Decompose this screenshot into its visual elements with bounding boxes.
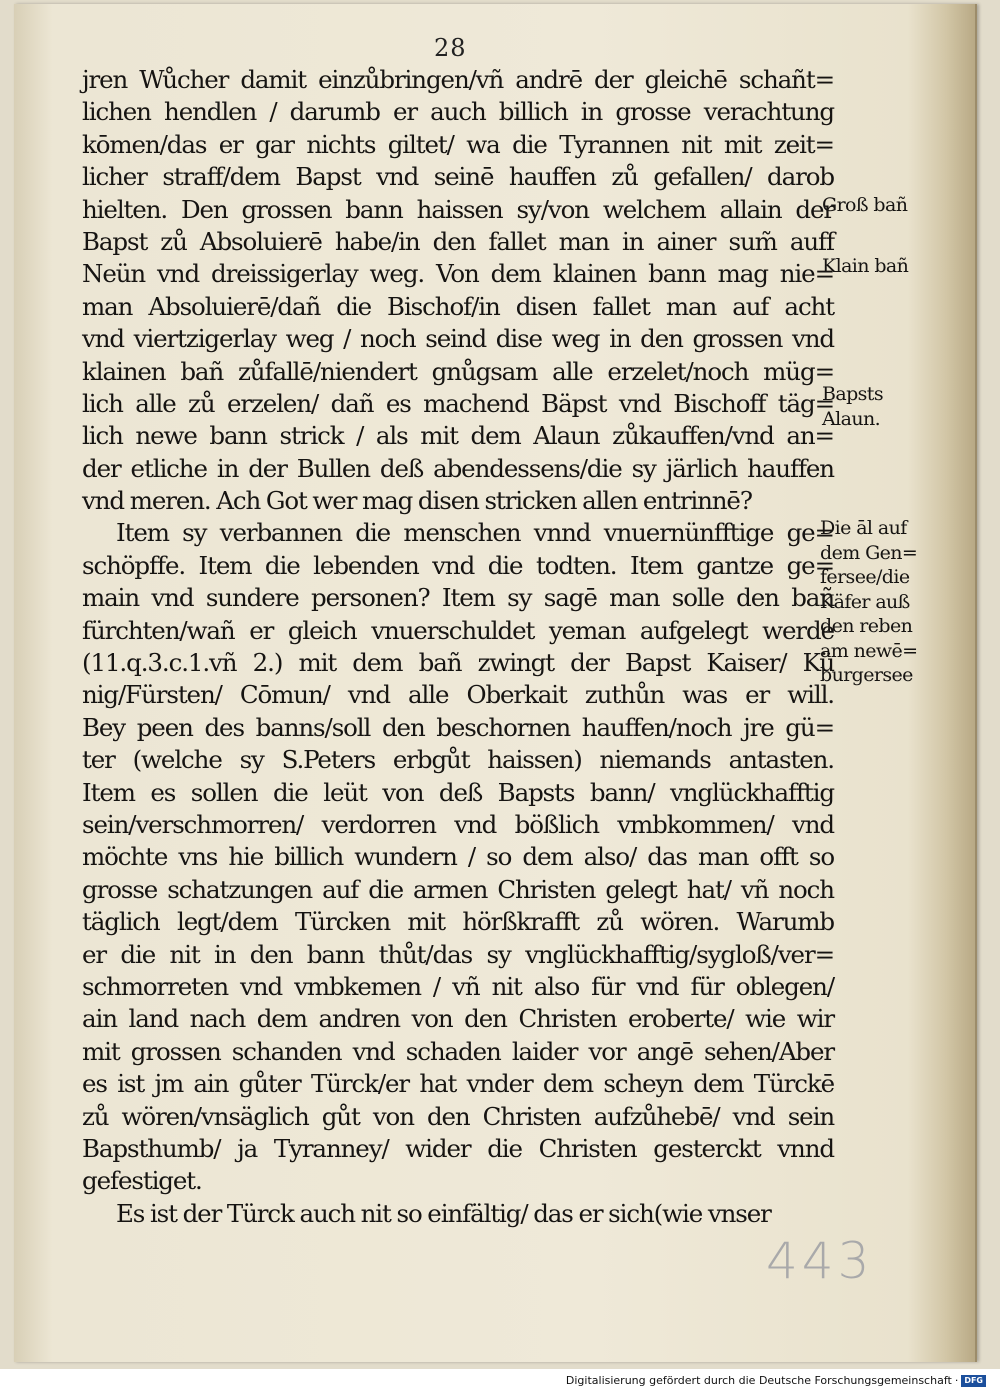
text-line: ain land nach dem andren von den Christen eroberte/ wie wir <box>82 1004 834 1034</box>
marginal-note-gross-bann <box>822 193 907 218</box>
marginal-line: Alaun. <box>822 407 881 430</box>
text-line: zů wören/vnsäglich gůt von den Christen aufzůhebē/ vnd sein <box>82 1101 834 1131</box>
text-line: (11.q.3.c.1.vñ 2.) mit dem bañ zwingt der Bapst Kaiser/ Kü <box>82 648 834 678</box>
text-line: Bapst zů Absoluierē habe/in den fallet man in ainer sum̃ auff <box>82 226 834 256</box>
text-line: lich alle zů erzelen/ dañ es machend Bäpst vnd Bischoff täg= <box>82 388 834 418</box>
marginal-line: den reben <box>820 615 913 637</box>
text-line: er die nit in den bann thůt/das sy vnglückhafftig/sygloß/ver= <box>82 939 834 969</box>
text-line: main vnd sundere personen? Item sy sagē man solle den bañ <box>82 583 834 613</box>
text-line: fürchten/wañ er gleich vnuerschuldet yeman aufgelegt werde <box>82 615 834 645</box>
text-line: es ist jm ain gůter Türck/er hat vnder dem scheyn dem Türckē <box>82 1069 834 1099</box>
pencil-folio-number: 443 <box>766 1232 874 1290</box>
marginal-line: am newē= <box>820 639 918 662</box>
page-number: 28 <box>434 34 467 62</box>
text-line: mit grossen schanden vnd schaden laider vor angē sehen/Aber <box>82 1036 834 1066</box>
marginal-line: dem Gen= <box>820 541 918 564</box>
marginal-line: Käfer auß <box>820 590 910 613</box>
text-line: vnd viertzigerlay weg / noch seind dise weg in den grossen vnd <box>82 324 834 354</box>
text-line: jren Wůcher damit einzůbringen/vñ andrē der gleichē schañt= <box>82 65 834 94</box>
text-line: sein/verschmorren/ verdorren vnd bößlich vmbkommen/ vnd <box>82 809 834 839</box>
text-line: gefestiget. <box>82 1166 202 1196</box>
marginal-line: Groß bañ <box>822 194 908 216</box>
text-line: Item es sollen die leüt von deß Bapsts bann/ vnglückhafftig <box>82 777 834 807</box>
text-line: der etliche in der Bullen deß abendessens/die sy järlich hauffen <box>82 453 834 483</box>
body-text <box>82 64 834 1230</box>
marginal-note-bapsts-alaun <box>822 382 883 431</box>
text-line: schmorreten vnd vmbkemen / vñ nit also für vnd für oblegen/ <box>82 971 834 1001</box>
text-line: Es ist der Türck auch nit so einfältig/ das er sich(wie vnser <box>116 1198 771 1228</box>
text-line: licher straff/dem Bapst vnd seinē hauffen zů gefallen/ darob <box>82 162 834 192</box>
footer-text: Digitalisierung gefördert durch die Deutsche Forschungsgemeinschaft <box>565 1374 952 1387</box>
dfg-logo-icon: DFG <box>961 1375 986 1387</box>
marginal-line: Die āl auf <box>820 517 907 539</box>
text-line: Neün vnd dreissigerlay weg. Von dem klainen bann mag nie= <box>82 259 834 289</box>
text-line: vnd meren. Ach Got wer mag disen stricken allen entrinnē? <box>82 486 752 516</box>
marginal-line: Klain bañ <box>822 255 909 277</box>
text-line: klainen bañ zůfallē/niendert gnůgsam alle erzelet/noch müg= <box>82 356 834 386</box>
text-line: nig/Fürsten/ Cōmun/ vnd alle Oberkait zuthůn was er will. <box>82 680 834 710</box>
text-line: Item sy verbannen die menschen vnnd vnuernünfftige ge= <box>116 518 834 548</box>
text-line: ter (welche sy S.Peters erbgůt haissen) niemands antasten. <box>82 745 834 775</box>
text-line: möchte vns hie billich wundern / so dem also/ das man offt so <box>82 842 834 872</box>
text-line: Bey peen des banns/soll den beschornen hauffen/noch jre gü= <box>82 712 834 742</box>
text-line: lichen hendlen / darumb er auch billich in grosse verachtung <box>82 97 834 127</box>
text-line: täglich legt/dem Türcken mit hörßkrafft zů wören. Warumb <box>82 907 834 937</box>
text-line: Bapsthumb/ ja Tyranney/ wider die Christen gesterckt vnnd <box>82 1133 834 1163</box>
text-line: hielten. Den grossen bann haissen sy/von welchem allain der <box>82 194 834 224</box>
footer-separator: · <box>954 1374 959 1387</box>
marginal-note-genfersee <box>820 516 918 688</box>
marginal-line: fersee/die <box>820 566 910 588</box>
marginal-note-klain-bann <box>822 254 908 279</box>
text-line: lich newe bann strick / als mit dem Alaun zůkauffen/vnd an= <box>82 421 834 451</box>
text-line: man Absoluierē/dañ die Bischof/in disen fallet man auf acht <box>82 291 834 321</box>
text-line: grosse schatzungen auf die armen Christen gelegt hat/ vñ noch <box>82 874 834 904</box>
text-line: kōmen/das er gar nichts giltet/ wa die Tyrannen nit mit zeit= <box>82 129 834 159</box>
marginal-line: burgersee <box>820 664 913 686</box>
digitization-footer <box>566 1374 986 1387</box>
book-page <box>14 4 977 1362</box>
text-line: schöpffe. Item die lebenden vnd die todten. Item gantze ge= <box>82 550 834 580</box>
marginal-line: Bapsts <box>822 383 883 405</box>
